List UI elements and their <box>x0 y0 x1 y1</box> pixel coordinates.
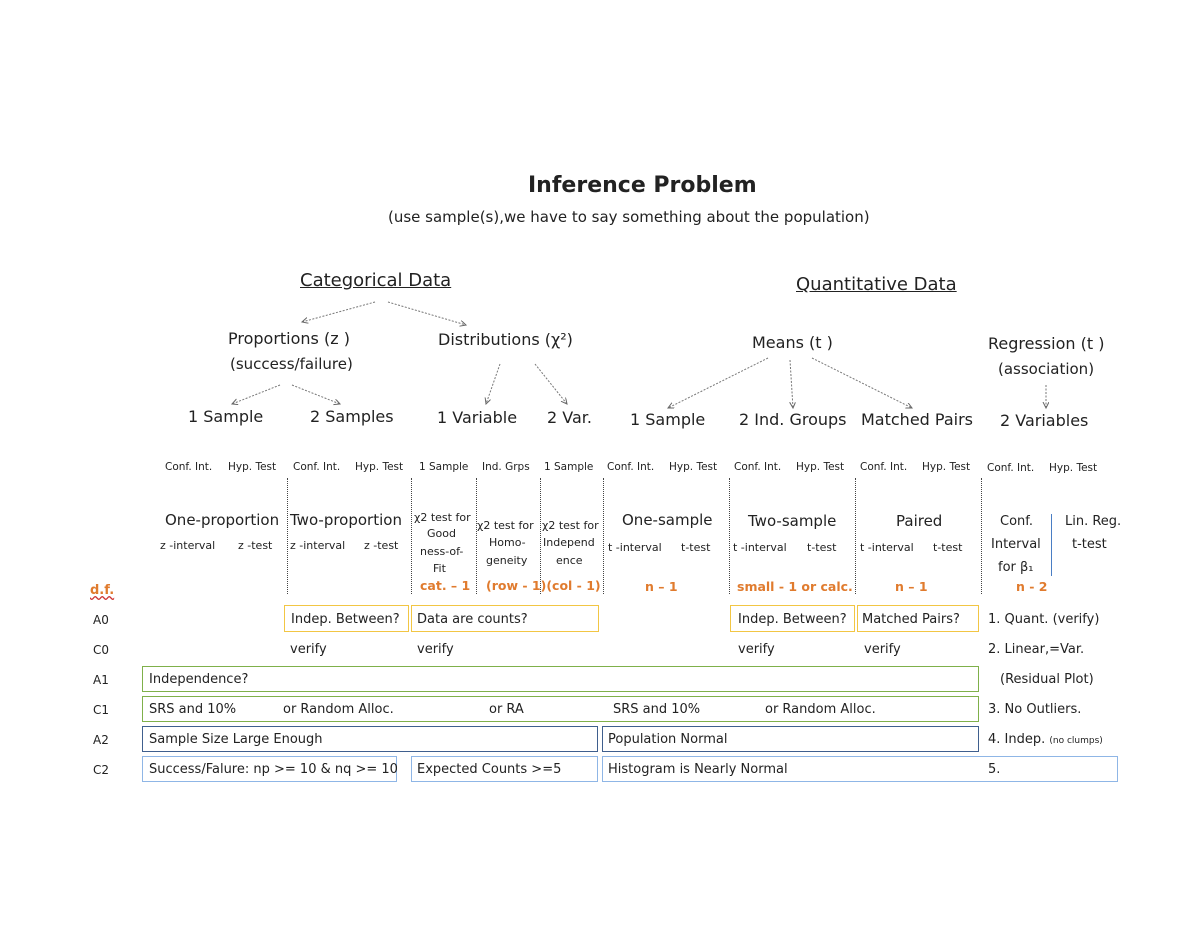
df-cat: cat. – 1 <box>420 578 471 593</box>
row-label-a2: A2 <box>93 733 109 747</box>
subhead-hyp: Hyp. Test <box>1049 462 1098 474</box>
test-two-prop-interval: z -interval <box>290 539 346 552</box>
test-two-proportion: Two-proportion <box>290 511 402 529</box>
arrow-dist-2var <box>535 364 567 404</box>
cond-srs-quant: SRS and 10% <box>613 702 701 717</box>
subhead-conf: Conf. Int. <box>165 461 213 473</box>
df-label: d.f. <box>90 583 115 598</box>
cond-indep-between: Indep. Between? <box>291 612 400 627</box>
test-one-prop-interval: z -interval <box>160 539 216 552</box>
separator <box>855 478 856 594</box>
subhead-hyp: Hyp. Test <box>355 461 404 473</box>
cond-histogram: Histogram is Nearly Normal <box>608 762 788 777</box>
arrow-prop-1sample <box>232 385 280 404</box>
test-indep-line1: χ2 test for <box>542 519 599 532</box>
test-linreg-line1: Lin. Reg. <box>1065 514 1122 529</box>
arrow-dist-1var <box>486 364 500 404</box>
subhead-conf: Conf. Int. <box>607 461 655 473</box>
test-paired-test: t-test <box>933 541 963 554</box>
separator <box>603 478 604 594</box>
cond-verify: verify <box>738 642 775 657</box>
cond-reg-linear: 2. Linear,=Var. <box>988 642 1085 657</box>
subhead-1sample: 1 Sample <box>419 461 469 473</box>
cond-srs-cat: SRS and 10% <box>149 702 237 717</box>
separator <box>981 478 982 594</box>
cond-sample-size: Sample Size Large Enough <box>149 732 323 747</box>
cond-expected-counts: Expected Counts >=5 <box>417 762 562 777</box>
distributions-label: Distributions (χ²) <box>438 330 573 349</box>
df-small: small - 1 or calc. <box>737 579 853 594</box>
cond-reg-residual: (Residual Plot) <box>1000 672 1094 687</box>
cond-verify: verify <box>417 642 454 657</box>
test-homo-line1: χ2 test for <box>477 519 534 532</box>
df-n2: n – 1 <box>895 579 928 594</box>
test-gof-line3: ness-of- <box>420 545 464 558</box>
cond-reg-quant: 1. Quant. (verify) <box>988 612 1100 627</box>
arrow-means-matched <box>812 358 912 408</box>
test-indep-line2: Independ <box>543 536 595 549</box>
df-rowcol: (row - 1)(col - 1) <box>486 578 601 593</box>
cond-reg-5: 5. <box>988 762 1001 777</box>
cond-verify: verify <box>290 642 327 657</box>
subhead-indgrps: Ind. Grps <box>482 461 530 473</box>
row-label-c2: C2 <box>93 763 110 777</box>
row-label-c1: C1 <box>93 703 110 717</box>
separator <box>411 478 412 594</box>
test-one-sample: One-sample <box>622 511 713 529</box>
quant-1sample: 1 Sample <box>630 410 706 429</box>
cond-data-counts: Data are counts? <box>417 612 528 627</box>
quantitative-heading: Quantitative Data <box>796 274 957 295</box>
subhead-1sample: 1 Sample <box>544 461 594 473</box>
separator <box>540 478 541 594</box>
test-gof-line2: Good <box>427 527 456 540</box>
test-two-sample-test: t-test <box>807 541 837 554</box>
quant-2variables: 2 Variables <box>1000 411 1089 430</box>
regression-divider <box>1051 514 1052 576</box>
row-label-c0: C0 <box>93 643 110 657</box>
quant-2indgroups: 2 Ind. Groups <box>739 410 847 429</box>
regression-sub: (association) <box>998 360 1095 378</box>
test-gof-line1: χ2 test for <box>414 511 471 524</box>
test-paired-interval: t -interval <box>860 541 914 554</box>
regression-label: Regression (t ) <box>988 334 1105 353</box>
test-linreg-line2: t-test <box>1072 537 1107 552</box>
cond-indep-between: Indep. Between? <box>738 612 847 627</box>
df-n1: n – 1 <box>645 579 678 594</box>
test-one-sample-test: t-test <box>681 541 711 554</box>
page-subtitle: (use sample(s),we have to say something about the population) <box>388 208 870 226</box>
test-homo-line2: Homo- <box>489 536 526 549</box>
arrow-means-1sample <box>668 358 768 408</box>
cond-random-alloc-cat: or Random Alloc. <box>283 702 394 717</box>
test-conf-line3: for β₁ <box>998 560 1034 575</box>
cond-reg-indep-note: (no clumps) <box>1049 736 1103 746</box>
test-indep-line3: ence <box>556 554 583 567</box>
cat-2var: 2 Var. <box>547 408 592 427</box>
arrow-prop-2samples <box>292 385 340 404</box>
cond-verify: verify <box>864 642 901 657</box>
test-one-proportion: One-proportion <box>165 511 280 529</box>
cond-reg-indep: 4. Indep. (no clumps) <box>988 732 1103 747</box>
cond-random-alloc-quant: or Random Alloc. <box>765 702 876 717</box>
subhead-hyp: Hyp. Test <box>922 461 971 473</box>
cond-matched-pairs: Matched Pairs? <box>862 612 960 627</box>
test-conf-line1: Conf. <box>1000 514 1034 529</box>
cat-1variable: 1 Variable <box>437 408 518 427</box>
means-label: Means (t ) <box>752 333 833 352</box>
test-homo-line3: geneity <box>486 554 528 567</box>
df-n3: n - 2 <box>1016 579 1048 594</box>
cat-1sample: 1 Sample <box>188 407 264 426</box>
cat-2samples: 2 Samples <box>310 407 394 426</box>
cond-reg-outliers: 3. No Outliers. <box>988 702 1082 717</box>
arrow-cat-distributions <box>388 302 466 325</box>
arrow-means-2ind <box>790 360 793 408</box>
test-conf-line2: Interval <box>991 537 1041 552</box>
subhead-conf: Conf. Int. <box>860 461 908 473</box>
row-label-a0: A0 <box>93 613 109 627</box>
separator <box>287 478 288 594</box>
separator <box>729 478 730 594</box>
cond-or-ra: or RA <box>489 702 524 717</box>
categorical-heading: Categorical Data <box>300 270 452 291</box>
subhead-conf: Conf. Int. <box>734 461 782 473</box>
proportions-label: Proportions (z ) <box>228 329 350 348</box>
test-gof-line4: Fit <box>433 562 446 575</box>
proportions-sub: (success/failure) <box>230 355 353 373</box>
subhead-conf: Conf. Int. <box>293 461 341 473</box>
test-one-sample-interval: t -interval <box>608 541 662 554</box>
subhead-hyp: Hyp. Test <box>796 461 845 473</box>
test-two-sample: Two-sample <box>748 512 837 530</box>
page-title: Inference Problem <box>528 173 757 198</box>
separator <box>476 478 477 594</box>
subhead-hyp: Hyp. Test <box>228 461 277 473</box>
test-one-prop-test: z -test <box>238 539 273 552</box>
test-two-sample-interval: t -interval <box>733 541 787 554</box>
cond-population-normal: Population Normal <box>608 732 728 747</box>
arrow-cat-proportions <box>302 302 375 322</box>
box-independence <box>142 666 979 692</box>
subhead-conf: Conf. Int. <box>987 462 1035 474</box>
test-paired: Paired <box>896 512 943 530</box>
quant-matched: Matched Pairs <box>861 410 973 429</box>
test-two-prop-test: z -test <box>364 539 399 552</box>
row-label-a1: A1 <box>93 673 109 687</box>
subhead-hyp: Hyp. Test <box>669 461 718 473</box>
cond-success-failure: Success/Falure: np >= 10 & nq >= 10 <box>149 762 398 777</box>
cond-independence: Independence? <box>149 672 249 687</box>
